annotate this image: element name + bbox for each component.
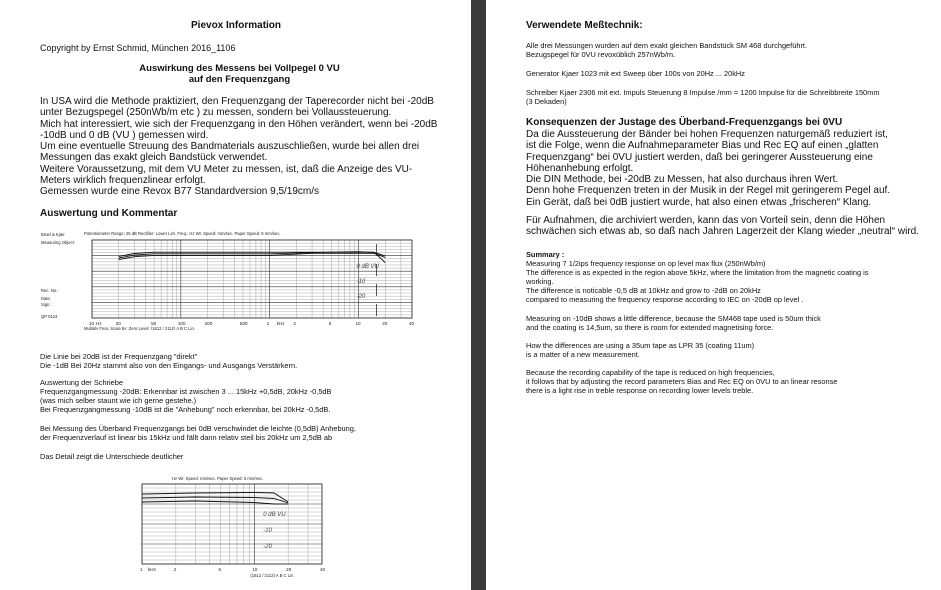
chart-x-tick: 40 — [409, 321, 415, 326]
text-line: (3 Dekaden) — [526, 97, 567, 106]
chart-x-tick: 40 — [320, 567, 326, 572]
text-line: Da die Aussteuerung der Bänder bei hohen Frequenzen naturgemäß reduziert ist, — [526, 129, 888, 140]
intro-line: Meters wirklich frequenzlinear erfolgt. — [40, 175, 206, 187]
text-line: Frequenzgang“ bei 0VU justiert werden, daß bei geringerer Aussteuerung eine — [526, 151, 873, 163]
text-line: Schreiber Kjaer 2306 mit ext. Impuls Steuerung 8 Impulse /mm = 1200 Impulse für die Schreibbreite 150mm — [526, 88, 880, 97]
archive-paragraph — [526, 215, 919, 238]
text-line: schwächen sich etwas ab, so daß nach Jahren Lagerzeit der Klang wieder „neutral“ wird. — [526, 226, 919, 238]
summary-p2 — [526, 314, 821, 332]
intro-line: unter Bezugspegel (250nWb/m etc ) zu messen, sondern bei Vollaussteuerung. — [40, 107, 392, 119]
chart-left-label: Brüel & Kjær — [41, 232, 65, 237]
chart-x-tick: Hz — [96, 321, 102, 326]
consequences-heading: Konsequenzen der Justage des Überband-Frequenzgangs bei 0VU — [526, 117, 843, 128]
text-line: is a matter of a new measurement. — [526, 350, 640, 359]
chart-x-tick: kHz — [276, 321, 285, 326]
text-line: Die -1dB Bei 20Hz stammt also von den Eingangs- und Ausgangs Verstärkern. — [40, 361, 298, 370]
text-line: Die Linie bei 20dB ist der Frequenzgang "direkt" — [40, 352, 198, 361]
intro-line: -10dB und 0 dB (VU ) gemessen wird. — [40, 129, 209, 141]
chart-x-tick: 500 — [239, 321, 248, 326]
summary-p3 — [526, 341, 754, 359]
text-line: The difference is as expected in the region above 5kHz, where the limitation from the magnetic coating is — [526, 268, 869, 277]
chart-x-tick: 10 — [252, 567, 258, 572]
chart-x-tick: 20 — [286, 567, 292, 572]
measurement-title: Verwendete Meßtechnik: — [526, 20, 643, 31]
intro-line: Messungen das exakt gleich Bandstück verwendet. — [40, 152, 268, 164]
chart-x-tick: 1 — [140, 567, 143, 572]
chart-x-tick: 2 — [173, 567, 177, 572]
text-line: Ein Gerät, daß bei 0dB justiert wurde, hat also einen etwas „frischeren“ Klang. — [526, 196, 872, 208]
text-line: Measuring 7 1/2ips frequency response on op level max flux (250nWb/m) — [526, 259, 766, 268]
chart-x-tick: 200 — [204, 321, 213, 326]
section-heading: Auswertung und Kommentar — [40, 208, 178, 219]
chart-x-tick: 5 — [218, 567, 222, 572]
text-line: Für Aufnahmen, die archiviert werden, kann das von Vorteil sein, denn die Höhen — [526, 215, 886, 226]
text-line: der Frequenzverlauf ist linear bis 15kHz und fällt dann relativ steil bis 20kHz um 2,5dB ab — [40, 433, 333, 442]
text-line: How the differences are using a 35um tape as LPR 35 (coating 11um) — [526, 341, 755, 350]
handwritten-label: 0 dB VU — [356, 264, 379, 270]
text-line: Bei Messung des Überband Frequenzgangs bei 0dB verschwindet die leichte (0,5dB) Anhebung, — [40, 424, 356, 433]
text-line: compared to measuring the frequency response according to IEC on -20dB op level . — [526, 295, 804, 304]
handwritten-label: -20 — [356, 294, 366, 300]
intro-paragraph — [40, 96, 437, 198]
chart-left-label: Rec. No.: — [41, 288, 59, 293]
text-line: Bezugspegel für 0VU revoxüblich 257nWb/m. — [526, 50, 676, 59]
chart-x-tick: 10 — [355, 321, 361, 326]
chart-x-tick: 2 — [293, 321, 296, 326]
summary-title: Summary : — [526, 250, 565, 259]
main-heading-line: auf den Frequenzgang — [188, 74, 291, 85]
text-line: Auswertung der Schriebe — [40, 378, 123, 387]
response-curve — [142, 501, 288, 504]
text-line: Bei Frequenzgangmessung -10dB ist die "Anhebung" noch erkennbar, bei 20kHz -0,5dB. — [40, 405, 331, 414]
chart-left-label: QP 0124 — [41, 314, 58, 319]
measurement-p1 — [526, 41, 807, 59]
paragraph-detail: Das Detail zeigt die Unterschiede deutlicher — [40, 452, 184, 461]
chart-footer: (1612 / 2112) A B C Lin. — [250, 573, 295, 578]
text-line: Die DIN Methode, bei -20dB zu Messen, hat also durchaus ihren Wert. — [526, 174, 839, 186]
summary-p1 — [526, 259, 868, 304]
chart-x-tick: kHz — [148, 567, 156, 572]
text-line: Denn hohe Frequenzen treten in der Musik in der Regel mit geringerem Pegel auf. — [526, 185, 891, 197]
chart-header: Hz Wr. Speed: mm/sec. Paper Speed: 5 mm/sec. — [172, 476, 264, 481]
chart-left-label: Sign.: — [41, 302, 52, 307]
paragraph-direct — [40, 352, 297, 370]
measurement-p3 — [526, 88, 879, 106]
text-line: Höhenanhebung erfolgt. — [526, 162, 634, 174]
intro-line: Mich hat interessiert, wie sich der Frequenzgang in den Höhen verändert, wenn bei -20dB — [40, 118, 438, 130]
handwritten-label: -20 — [263, 544, 272, 550]
handwritten-label: 0 dB VU — [263, 512, 286, 518]
intro-line: Um eine eventuelle Streuung des Bandmaterials auszuschließen, wurde bei allen drei — [40, 141, 420, 153]
chart-x-tick: 20 — [382, 321, 388, 326]
paragraph-evaluation — [40, 378, 331, 414]
text-line: and the coating is 14,5um, so there is room for extended magnetising force. — [526, 323, 774, 332]
text-line: Alle drei Messungen wurden auf dem exakt gleichen Bandstück SM 468 durchgeführt. — [526, 41, 808, 50]
chart-header: Potentiometer Range: 25 dB Rectifier: Lower Lim. Freq.: Hz Wr. Speed: mm/sec. Paper Speed: 5 mm/sec. — [84, 231, 281, 236]
text-line: there is a light rise in treble response on recording lower levels treble. — [526, 386, 754, 395]
chart-x-tick: 5 — [328, 321, 332, 326]
right-page — [486, 0, 941, 590]
measurement-p2: Generator Kjaer 1023 mit ext Sweep über 100s von 20Hz ... 20kHz — [526, 69, 745, 78]
detail-chart — [136, 472, 333, 580]
text-line: Frequenzgangmessung -20dB: Erkennbar ist zwischen 3 ... 15kHz +0,5dB, 20kHz -0,5dB — [40, 387, 332, 396]
chart-x-tick: 10 — [89, 321, 95, 326]
chart-x-tick: 20 — [115, 321, 121, 326]
chart-left-label: Measuring Object: — [41, 240, 75, 245]
text-line: The difference is noticable -0,5 dB at 10kHz and grow to -2dB on 20kHz — [526, 286, 761, 295]
main-heading-line: Auswirkung des Messens bei Vollpegel 0 VU — [139, 63, 340, 74]
intro-line: Gemessen wurde eine Revox B77 Standardversion 9,5/19cm/s — [40, 186, 320, 198]
page-divider — [471, 0, 486, 590]
text-line: (was mich selber staunt wie ich gerne gestehe.) — [40, 396, 197, 405]
handwritten-label: -10 — [356, 279, 366, 285]
main-heading — [0, 63, 471, 85]
intro-line: Weitere Voraussetzung, mit dem VU Meter zu messen, ist, daß die Anzeige des VU- — [40, 163, 413, 175]
copyright-line: Copyright by Ernst Schmid, München 2016_1106 — [40, 43, 236, 53]
document-title: Pievox Information — [191, 20, 282, 31]
text-line: Measuring on -10dB shows a little difference, because the SM468 tape used is 50um thick — [526, 314, 821, 323]
chart-x-tick: 50 — [151, 321, 157, 326]
text-line: working. — [526, 277, 554, 286]
chart-x-tick: 1 — [266, 321, 270, 326]
chart-left-label: Date: — [41, 296, 52, 301]
summary-p4 — [526, 368, 837, 395]
handwritten-label: -10 — [263, 528, 272, 534]
chart-footer: Multiply Freq. Scale by: Zero Level: (1612 / 2112) A B C Lin. — [84, 326, 195, 330]
frequency-response-chart — [40, 226, 427, 330]
consequences-paragraph — [526, 129, 890, 208]
intro-line: In USA wird die Methode praktiziert, den Frequenzgang der Taperecorder nicht bei -20dB — [40, 96, 434, 107]
text-line: ist die Folge, wenn die Aufnahmeparameter Bias und Rec EQ auf einen „glatten — [526, 140, 879, 152]
text-line: it follows that by adjusting the record parameters Bias and Rec EQ on 0VU to an linear resonse — [526, 377, 838, 386]
paragraph-0db — [40, 424, 356, 442]
chart-x-tick: 100 — [177, 321, 186, 326]
text-line: Because the recording capability of the tape is reduced on high frequencies, — [526, 368, 775, 377]
